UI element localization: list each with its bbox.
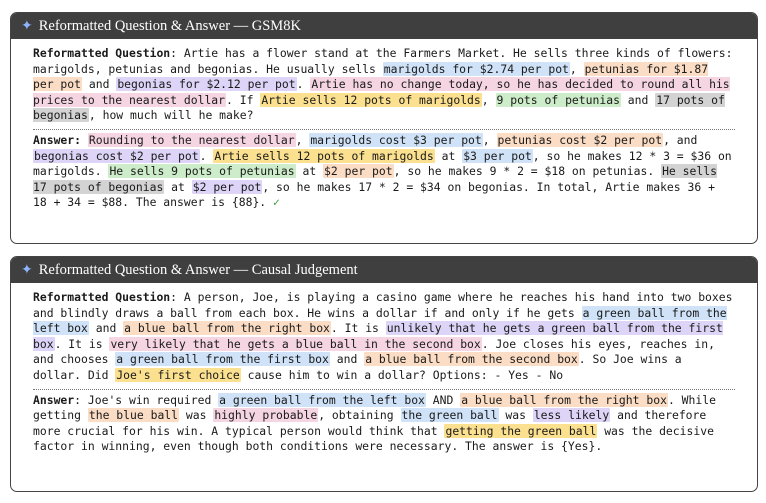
causal-judgement-card [10, 256, 758, 492]
highlight-pink: very likely that he gets a blue ball in the second box [110, 336, 481, 351]
text-segment: and therefore more crucial for his win. A typical person would think that [33, 408, 707, 438]
dotted-divider [33, 389, 735, 390]
highlight-purple: less likely [533, 408, 610, 423]
text-segment: , so he makes 12 * 3 = $36 on marigolds. [33, 148, 732, 179]
text-segment: , [481, 92, 496, 107]
text-segment: cause him to win a dollar? Options: - Yes - No [240, 367, 564, 382]
highlight-purple: begonias cost $2 per pot [34, 148, 199, 163]
answer-label: Answer [33, 392, 75, 407]
answer-text [33, 133, 732, 209]
text-segment: was [179, 408, 214, 423]
text-segment: . Joe closes his eyes, reaches in, and chooses [33, 336, 715, 367]
highlight-pink: Artie has no change today, so he has decided to round all his prices to the nearest dollar [33, 77, 730, 107]
text-segment: , and [663, 132, 698, 147]
text-segment: , obtaining [318, 408, 401, 423]
text-segment: : Joe's win required [74, 392, 219, 407]
highlight-orange: a blue ball from the right box [461, 392, 667, 407]
highlight-gray: He sells 17 pots of begonias [33, 164, 717, 194]
text-segment: , [569, 61, 584, 76]
highlight-blue: marigolds cost $3 per pot [310, 132, 482, 147]
highlight-orange: the blue ball [88, 408, 179, 423]
text-segment: , so he makes 17 * 2 = $34 on begonias. In total, Artie makes 36 + 18 + 34 = $88. The answer is {88}. [33, 179, 715, 210]
text-segment: was [498, 408, 533, 423]
sparkle-icon: ✦ [21, 262, 33, 278]
text-segment: and [620, 92, 656, 107]
highlight-purple: $2 per pot [192, 179, 262, 194]
highlight-yellow: Joe's first choice [116, 367, 240, 382]
highlight-pink: Rounding to the nearest dollar [88, 132, 295, 147]
highlight-orange: a blue ball from the second box [365, 352, 578, 367]
highlight-yellow: Artie sells 12 pots of marigolds [261, 92, 481, 107]
text-segment [81, 133, 88, 147]
text-segment: . So Joe wins a dollar. Did [33, 352, 682, 382]
question-paragraph [33, 290, 735, 384]
card-header [11, 13, 757, 39]
answer-label: Answer: [33, 132, 82, 147]
highlight-blue: $3 per pot [463, 148, 532, 163]
highlight-orange: a blue ball from the right box [124, 321, 330, 336]
text-segment: . It is [54, 336, 110, 351]
text-segment: . It is [330, 321, 386, 336]
text-segment: : A person, Joe, is playing a casino game where he reaches his hand into two boxes and blindly draws a ball from each box. He wins a dollar if and only if he gets [33, 290, 733, 320]
highlight-pink: highly probable [214, 408, 318, 423]
card-title: Reformatted Question & Answer — Causal Judgement [38, 261, 358, 278]
highlight-yellow: getting the green ball [445, 423, 597, 438]
highlight-blue: a green ball from the left box [219, 392, 425, 407]
text-segment: and [329, 352, 365, 367]
answer-paragraph [33, 133, 735, 211]
card-header [11, 257, 757, 283]
text-segment: at [434, 148, 463, 163]
highlight-blue: the green ball [401, 408, 498, 423]
highlight-purple: begonias for $2.12 per pot [117, 77, 296, 92]
highlight-gray: 17 pots of begonias [33, 92, 725, 123]
gsm8k-card [10, 12, 758, 244]
text-segment: and [82, 77, 117, 92]
text-segment: . [296, 77, 311, 92]
text-segment: , [482, 132, 497, 147]
text-segment: . While getting [33, 392, 716, 423]
text-segment: was the decisive factor in winning, even though both conditions were necessary. The answer is {Yes}. [33, 423, 714, 454]
answer-text [33, 393, 716, 454]
question-label: Reformatted Question [33, 46, 171, 60]
question-label: Reformatted Question [33, 290, 171, 304]
highlight-blue: marigolds for $2.74 per pot [383, 61, 569, 76]
dotted-divider [33, 129, 735, 130]
card-body [11, 39, 757, 211]
text-segment: and [88, 321, 124, 336]
highlight-orange: $2 per pot [324, 164, 393, 179]
text-segment: , [295, 132, 310, 147]
highlight-orange: petunias cost $2 per pot [497, 132, 663, 147]
check-icon: ✓ [273, 195, 280, 210]
text-segment: : Artie has a flower stand at the Farmers Market. He sells three kinds of flowers: marigolds, petunias and begonias. He usually sells [33, 46, 733, 76]
card-body [11, 283, 757, 455]
highlight-green: He sells 9 pots of petunias [109, 164, 295, 179]
highlight-green: 9 pots of petunias [496, 92, 620, 107]
highlight-orange: petunias for $1.87 per pot [33, 61, 709, 92]
text-segment: . If [226, 92, 261, 107]
text-segment: . [199, 148, 214, 163]
card-title: Reformatted Question & Answer — GSM8K [38, 17, 301, 34]
sparkle-icon: ✦ [21, 18, 33, 34]
text-segment: at [164, 179, 192, 194]
text-segment: , so he makes 9 * 2 = $18 on petunias. [393, 164, 662, 179]
text-segment: , how much will he make? [88, 108, 254, 123]
highlight-purple: unlikely that he gets a green ball from the first box [33, 321, 723, 351]
text-segment: at [295, 164, 324, 179]
highlight-blue: a green ball from the left box [33, 305, 727, 336]
highlight-yellow: Artie sells 12 pots of marigolds [214, 148, 434, 163]
question-paragraph [33, 46, 735, 124]
highlight-blue: a green ball from the first box [116, 352, 329, 367]
answer-paragraph [33, 393, 735, 455]
text-segment: AND [425, 392, 461, 407]
